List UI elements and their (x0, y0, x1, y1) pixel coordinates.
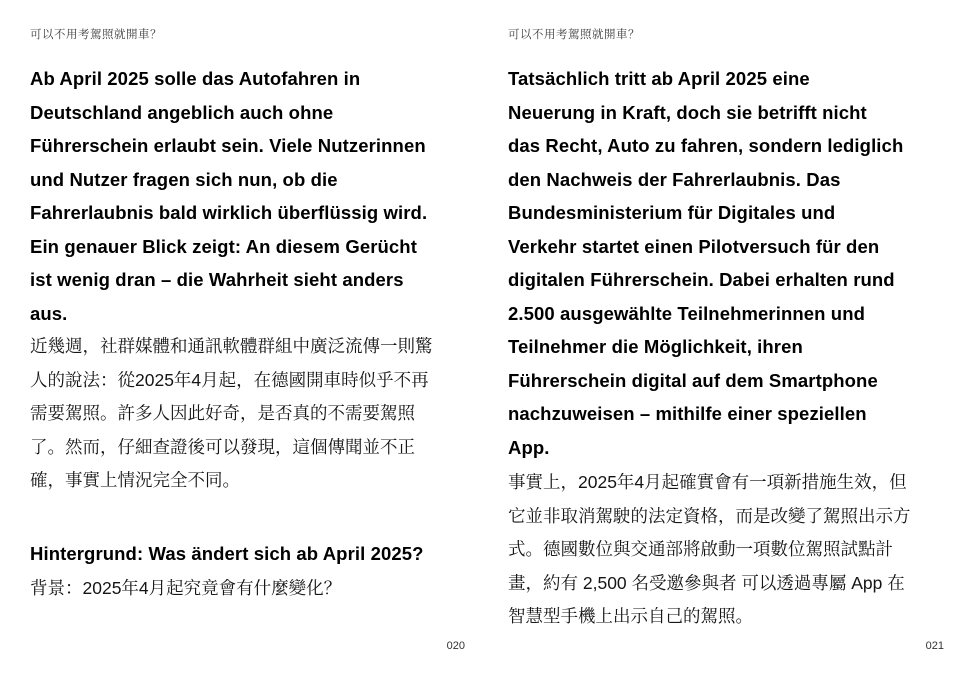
text-line: 2.500 ausgewählte Teilnehmerinnen und (508, 302, 866, 324)
text-line: Tatsächlich tritt ab April 2025 eine (508, 68, 810, 89)
text-line: ist wenig dran – die Wahrheit sieht anders (30, 269, 404, 290)
text-line: 它並非取消駕駛的法定資格，而是改變了駕照出示方 (508, 505, 911, 526)
text-line: nachzuweisen – mithilfe einer speziellen (508, 403, 867, 424)
text-line: Deutschland angeblich auch ohne (30, 101, 334, 123)
text-line: 了。然而，仔細查證後可以發現，這個傳聞並不正 (30, 436, 415, 457)
text-line: und Nutzer fragen sich nun, ob die (30, 168, 338, 190)
page-number-left: 020 (446, 640, 465, 652)
text-line: aus. (30, 302, 68, 324)
text-line: 畫，約有 2,500 名受邀參與者 可以透過專屬 App 在 (508, 572, 905, 593)
text-line: 人的說法：從2025年4月起，在德國開車時似乎不再 (30, 369, 429, 390)
text-line: Fahrerlaubnis bald wirklich überflüssig wird. (30, 202, 428, 223)
text-line: Teilnehmer die Möglichkeit, ihren (508, 336, 803, 357)
text-line: Ein genauer Blick zeigt: An diesem Gerücht (30, 235, 417, 257)
text-line: 事實上，2025年4月起確實會有一項新措施生效，但 (508, 472, 907, 492)
text-line: Neuerung in Kraft, doch sie betrifft nicht (508, 101, 867, 123)
text-line: 式。德國數位與交通部將啟動一項數位駕照試點計 (508, 539, 893, 559)
german-paragraph-left (30, 62, 470, 330)
text-line: 需要駕照。許多人因此好奇，是否真的不需要駕照 (30, 403, 415, 423)
text-line: Führerschein digital auf dem Smartphone (508, 369, 878, 391)
text-line: Bundesministerium für Digitales und (508, 202, 836, 223)
section-subheading-translation: 背景：2025年4月起究竟會有什麼變化？ (30, 578, 342, 598)
chinese-translation-right (508, 466, 938, 634)
text-line: 智慧型手機上出示自己的駕照。 (508, 606, 753, 626)
chinese-translation-left (30, 330, 470, 498)
section-subheading: Hintergrund: Was ändert sich ab April 2025? (30, 543, 424, 564)
text-line: Ab April 2025 solle das Autofahren in (30, 68, 361, 89)
text-line: Verkehr startet einen Pilotversuch für den (508, 235, 880, 257)
german-paragraph-right (508, 62, 938, 464)
page-number-right: 021 (925, 640, 944, 652)
running-header-left: 可以不用考駕照就開車？ (30, 29, 162, 41)
text-line: Führerschein erlaubt sein. Viele Nutzerinnen (30, 135, 426, 156)
text-line: 近幾週，社群媒體和通訊軟體群組中廣泛流傳一則驚 (30, 336, 433, 356)
text-line: den Nachweis der Fahrerlaubnis. Das (508, 168, 841, 190)
text-line: das Recht, Auto zu fahren, sondern lediglich (508, 135, 904, 156)
text-line: App. (508, 436, 550, 458)
text-line: digitalen Führerschein. Dabei erhalten rund (508, 269, 895, 290)
running-header-right: 可以不用考駕照就開車？ (508, 29, 640, 41)
text-line: 確，事實上情況完全不同。 (30, 470, 240, 490)
